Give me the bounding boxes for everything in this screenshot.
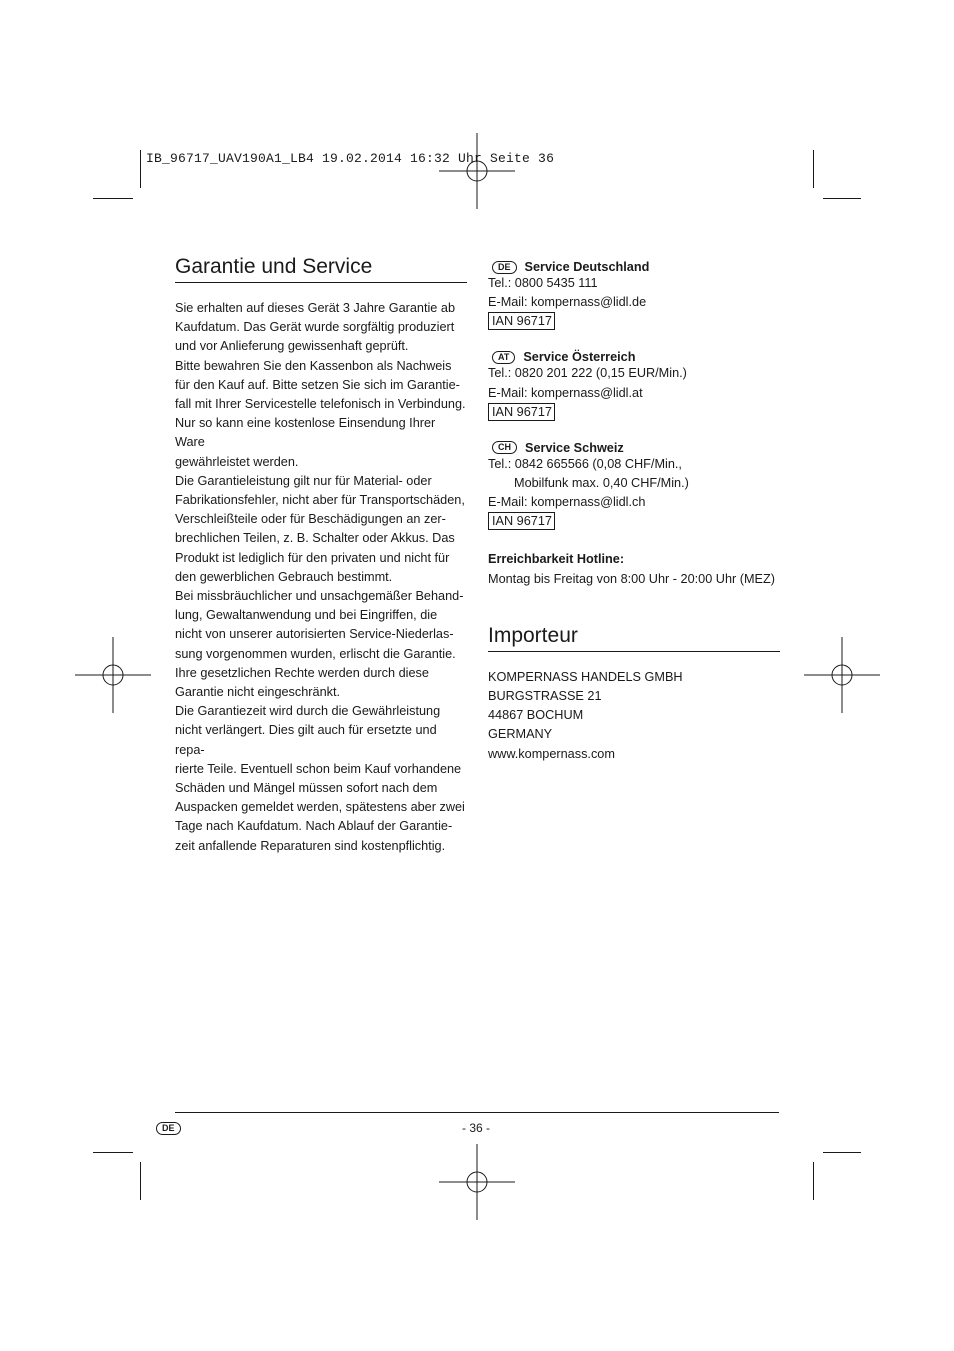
warranty-body: Sie erhalten auf dieses Gerät 3 Jahre Garantie ab Kaufdatum. Das Gerät wurde sorgfältig produziert und vor Anlieferung gewissenhaft geprüft. Bitte bewahren Sie den Kassenbon als Nachweis für den Kauf auf. Bitte setzen Sie sich im Garantie- fall mit Ihrer Servicestelle telefonisch in Verbindung. Nur so kann eine kostenlose Einsendung Ihrer Ware gewährleistet werden. Die Garantieleistung gilt nur für Material- oder Fabrikationsfehler, nicht aber für Transportschäden, Verschleißteile oder für Beschädigungen an zer- brechlichen Teilen, z. B. Schalter oder Akkus. Das Produkt ist lediglich für den privaten und nicht für den gewerblichen Gebrauch bestimmt. Bei missbräuchlicher und unsachgemäßer Behand- lung, Gewaltanwendung und bei Eingriffen, die nicht von unserer autorisierten Service-Niederlas- sung vorgenommen wurden, erlischt die Garantie. Ihre gesetzlichen Rechte werden durch diese Garantie nicht eingeschränkt. Die Garantiezeit wird durch die Gewährleistung nicht verlängert. Dies gilt auch für ersetzte und repa- rierte Teile. Eventuell schon beim Kauf vorhandene Schäden und Mängel müssen sofort nach dem Auspacken gemeldet werden, spätestens aber zwei Tage nach Kaufdatum. Nach Ablauf der Garantie- zeit anfallende Reparaturen sind kostenpflichtig.	[175, 301, 466, 853]
registration-mark-left-icon	[75, 637, 151, 713]
registration-mark-top-icon	[439, 133, 515, 209]
country-badge-ch: CH	[492, 441, 517, 454]
importer-website: www.kompernass.com	[488, 746, 615, 761]
page-number: - 36 -	[462, 1121, 491, 1135]
registration-mark-right-icon	[804, 637, 880, 713]
service-heading-ch	[488, 441, 780, 455]
ian-box: IAN 96717	[488, 403, 555, 421]
country-badge-at: AT	[492, 351, 515, 364]
service-heading-de	[488, 260, 780, 274]
print-slug: IB_96717_UAV190A1_LB4 19.02.2014 16:32 Uhr Seite 36	[146, 151, 555, 166]
service-tel-mobile: Mobilfunk max. 0,40 CHF/Min.)	[514, 476, 689, 491]
crop-mark-bottom-right-h	[823, 1152, 861, 1153]
importer-address	[488, 668, 780, 764]
service-email: E-Mail: kompernass@lidl.ch	[488, 495, 646, 510]
footer-country-badge: DE	[156, 1122, 181, 1135]
crop-mark-bottom-left-h	[93, 1152, 133, 1153]
service-heading-at	[488, 350, 780, 364]
service-heading-text: Service Deutschland	[524, 260, 650, 274]
importer-line: BURGSTRASSE 21	[488, 689, 602, 704]
importer-title-rule	[488, 651, 780, 652]
service-block-ch	[488, 441, 780, 531]
registration-mark-bottom-icon	[439, 1144, 515, 1220]
service-tel: Tel.: 0800 5435 111	[488, 276, 598, 290]
importer-title: Importeur	[488, 623, 578, 647]
crop-mark-top-left-v	[140, 150, 141, 188]
service-email: E-Mail: kompernass@lidl.at	[488, 385, 643, 400]
service-block-at	[488, 350, 780, 420]
crop-mark-top-right-v	[813, 150, 814, 188]
importer-line: 44867 BOCHUM	[488, 708, 584, 723]
crop-mark-top-right-h	[823, 198, 861, 199]
hotline-hours: Montag bis Freitag von 8:00 Uhr - 20:00 Uhr (MEZ)	[488, 571, 775, 586]
country-badge-de: DE	[492, 261, 517, 274]
crop-mark-bottom-right-v	[813, 1162, 814, 1200]
warranty-title-rule	[175, 282, 467, 283]
service-tel: Tel.: 0842 665566 (0,08 CHF/Min.,	[488, 456, 682, 471]
footer-rule	[175, 1112, 779, 1113]
service-section	[488, 260, 780, 764]
service-heading-text: Service Schweiz	[525, 440, 624, 455]
service-email: E-Mail: kompernass@lidl.de	[488, 295, 647, 310]
service-block-de	[488, 260, 780, 330]
warranty-section	[175, 255, 467, 856]
service-tel: Tel.: 0820 201 222 (0,15 EUR/Min.)	[488, 366, 687, 381]
importer-line: KOMPERNASS HANDELS GMBH	[488, 669, 683, 684]
ian-box: IAN 96717	[488, 512, 555, 530]
crop-mark-bottom-left-v	[140, 1162, 141, 1200]
importer-block	[488, 624, 780, 764]
crop-mark-top-left-h	[93, 198, 133, 199]
hotline-heading: Erreichbarkeit Hotline:	[488, 552, 625, 567]
hotline-block	[488, 550, 780, 588]
service-heading-text: Service Österreich	[523, 350, 636, 365]
ian-box: IAN 96717	[488, 312, 555, 330]
importer-line: GERMANY	[488, 727, 553, 742]
warranty-title: Garantie und Service	[175, 255, 373, 278]
